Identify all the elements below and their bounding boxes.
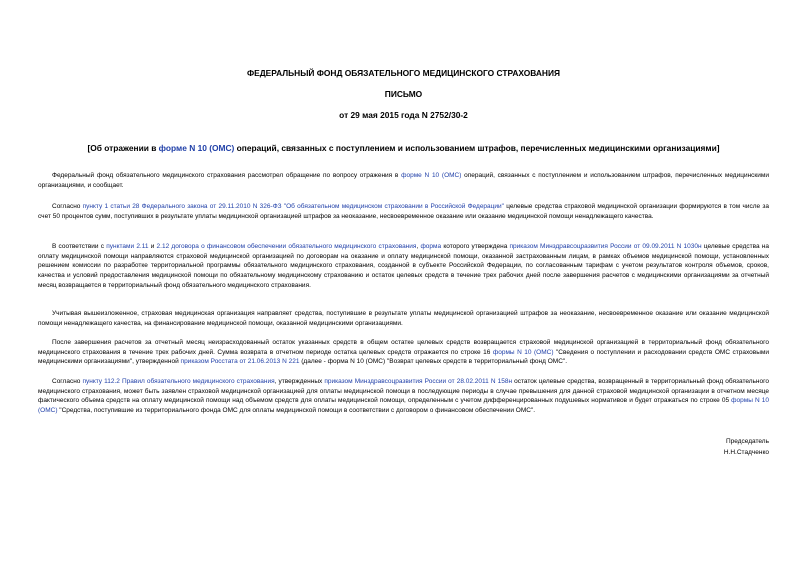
subject-link-form10[interactable]: форме N 10 (ОМС) [158, 143, 235, 153]
paragraph-text: После завершения расчетов за отчетный месяц неизрасходованный остаток указанных средств в общем остатке целевых средств возвращается страховой медицинской организацией в территориальный фонд обязательного медицинского страхования в течение трех рабочих дней. Сумма возврата в отчетном периоде остатка целевых средств отражается по строке 16 [38, 339, 769, 356]
paragraph-2 [38, 202, 769, 221]
paragraph-text: операций, связанных с поступлением и использованием штрафов, перечисленных медицинскими организациями, и сообщает. [38, 172, 769, 189]
document-link[interactable]: 2.12 договора о финансовом обеспечении обязательного медицинского страхования [156, 243, 417, 250]
paragraph-text: целевые средства страховой медицинской организации формируются в том числе за счет 50 процентов сумм, поступивших в результате уплаты медицинской организацией штрафов за неоказание, несвоевременное оказание или оказание медицинской помощи ненадлежащего качества. [38, 203, 769, 220]
org-title: ФЕДЕРАЛЬНЫЙ ФОНД ОБЯЗАТЕЛЬНОГО МЕДИЦИНСКОГО СТРАХОВАНИЯ [246, 68, 561, 78]
document-link[interactable]: приказом Минздравсоцразвития России от 28.02.2011 N 158н [324, 378, 513, 385]
paragraph-text: Учитывая вышеизложенное, страховая медицинская организация направляет средства, поступившие в результате уплаты медицинской организацией штрафов за неоказание, несвоевременное оказание или оказание медицинской помощи ненадлежащего качества, на финансирование медицинской помощи, оказанной медицинскими организациями. [38, 310, 769, 327]
paragraph-text: , утвержденных [274, 378, 325, 385]
paragraph-text: которого утверждена [441, 243, 510, 250]
paragraph-4 [38, 309, 769, 328]
paragraph-1 [38, 171, 769, 190]
paragraph-text: "Сведения о поступлении и расходовании средств ОМС страховыми медицинскими организациями", утвержденной [38, 348, 769, 366]
document-link[interactable]: приказом Минздравсоцразвития России от 09.09.2011 N 1030н [509, 243, 702, 250]
paragraph-6 [38, 377, 769, 416]
subject-text-end: операций, связанных с поступлением и использованием штрафов, перечисленных медицинскими организациями] [234, 143, 720, 153]
subject-text-start: [Об отражении в [87, 143, 159, 153]
document-subject [0, 143, 807, 154]
paragraph-text: Согласно [52, 378, 83, 385]
signature-name: Н.Н.Стадченко [723, 449, 769, 456]
paragraph-text: целевые средства на оплату медицинской помощи направляются страховой медицинской организацией по договорам на оказание и оплату медицинской помощи, оказанной застрахованным лицам, в рамках объемов медицинской помощи, установленных решением комиссии по разработке территориальной программы обязательного медицинского страхования, созданной в субъекте Российской Федерации, по согласованным тарифам с учетом результатов контроля объемов, сроков, качества и условий предоставления медицинской помощи по обязательному медицинскому страхованию и остаток целевых средств в течение трех рабочих дней после завершения расчетов с медицинскими организациями за отчетный месяц возвращается в территориальный фонд обязательного медицинского страхования. [38, 243, 769, 289]
signature-position: Председатель [725, 438, 769, 445]
paragraph-text: "Средства, поступившие из территориального фонда ОМС для оплаты медицинской помощи в соответствии с договором о финансовом обеспечении ОМС". [57, 407, 536, 415]
paragraph-3 [38, 242, 769, 291]
paragraph-text: и [148, 243, 157, 250]
document-link[interactable]: пунктами 2.11 [106, 243, 149, 250]
paragraph-text: остаток целевые средства, возвращенный в территориальный фонд обязательного медицинского страхования, может быть заявлен страховой медицинской организацией для оплаты медицинской помощи в последующие периоды в случае превышения для данной страховой медицинской организации в отчетном месяце фактического объема средств на оплату медицинской помощи над объемом средств для оплаты медицинской помощи, определенным с учетом дифференцированных подушевых нормативов и будет отражаться по строке 05 [38, 378, 769, 405]
document-link[interactable]: форма [420, 243, 442, 250]
paragraph-text: В соответствии с [52, 243, 107, 250]
document-link[interactable]: пункту 1 статьи 28 Федерального закона от 29.11.2010 N 326-ФЗ "Об обязательном медицинском страховании в Российской Федерации" [82, 203, 504, 210]
document-link[interactable]: приказом Росстата от 21.06.2013 N 221 [180, 358, 300, 366]
paragraph-text: Согласно [52, 203, 83, 210]
paragraph-text: (далее - форма N 10 (ОМС) "Возврат целевых средств в территориальный фонд ОМС". [299, 358, 568, 366]
document-link[interactable]: формы N 10 (ОМС) [38, 397, 769, 415]
paragraph-text: Федеральный фонд обязательного медицинского страхования рассмотрел обращение по вопросу отражения в [52, 172, 402, 179]
document-type: ПИСЬМО [384, 89, 423, 99]
document-date-number: от 29 мая 2015 года N 2752/30-2 [339, 110, 468, 120]
paragraph-text: , [416, 243, 421, 250]
paragraph-5 [38, 338, 769, 367]
document-link[interactable]: пункту 112.2 Правил обязательного медицинского страхования [82, 378, 275, 385]
document-link[interactable]: формы N 10 (ОМС) [492, 348, 554, 356]
document-link[interactable]: форме N 10 (ОМС) [401, 172, 462, 179]
